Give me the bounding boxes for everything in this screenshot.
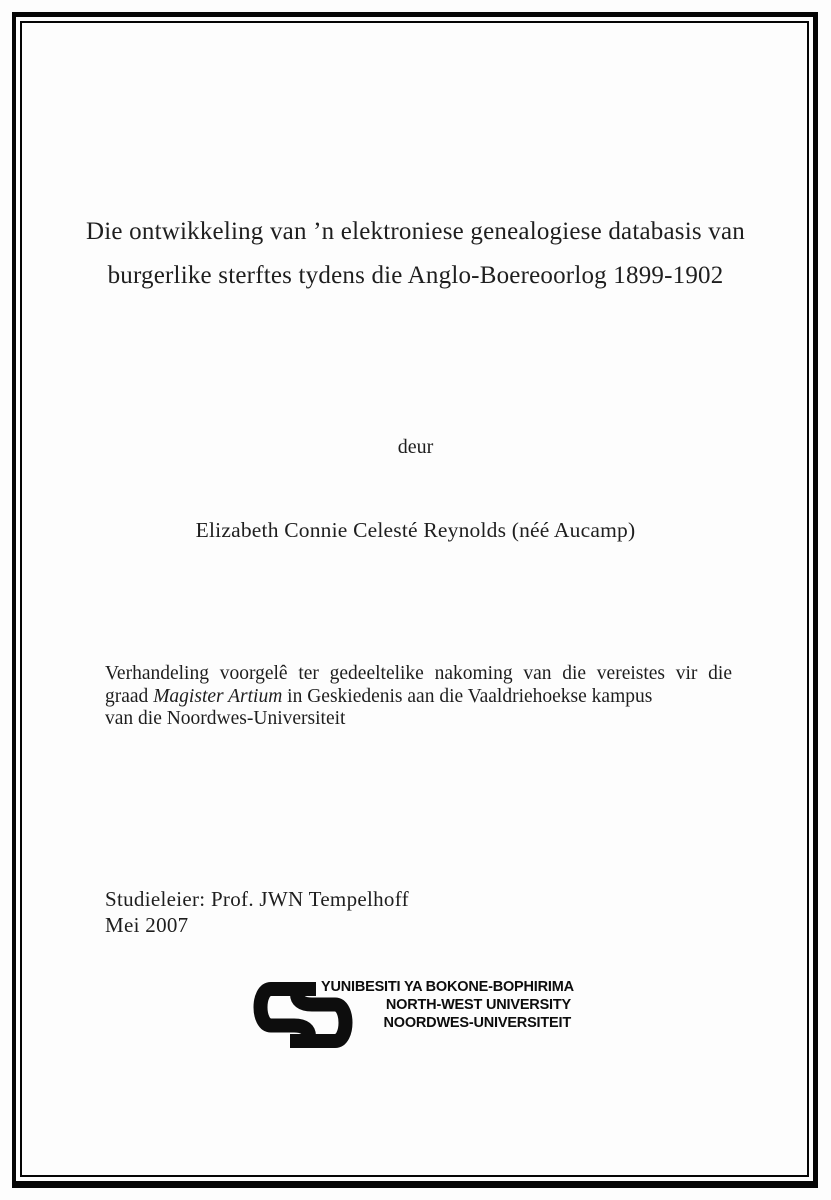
date-line: Mei 2007 (105, 913, 189, 937)
degree-statement-line2 (105, 686, 732, 709)
supervisor-block (105, 886, 409, 938)
thesis-title-line1: Die ontwikkeling van ’n elektroniese genealogiese databasis van (86, 218, 745, 245)
supervisor-line: Studieleier: Prof. JWN Tempelhoff (105, 887, 409, 911)
degree-statement-line1: Verhandeling voorgelê ter gedeeltelike nakoming van die vereistes vir die (105, 663, 732, 684)
nwu-logo-text (321, 978, 574, 1032)
degree-statement-line2-post: in Geskiedenis aan die Vaaldriehoekse kampus (282, 685, 653, 707)
degree-statement-line2-pre: graad (105, 685, 154, 707)
thesis-title (60, 210, 771, 298)
degree-name-italic: Magister Artium (153, 685, 283, 707)
degree-statement (105, 663, 732, 731)
degree-statement-line3: van die Noordwes-Universiteit (105, 708, 346, 729)
author-name: Elizabeth Connie Celesté Reynolds (néé Aucamp) (195, 518, 636, 542)
logo-text-setswana: YUNIBESITI YA BOKONE-BOPHIRIMA (321, 979, 574, 995)
byline-deur: deur (397, 436, 434, 458)
logo-text-english: NORTH-WEST UNIVERSITY (385, 997, 571, 1013)
logo-text-afrikaans: NOORDWES-UNIVERSITEIT (383, 1015, 571, 1031)
logo-link-left (261, 989, 317, 1036)
thesis-title-line2: burgerlike sterftes tydens die Anglo-Boereoorlog 1899-1902 (107, 262, 724, 289)
